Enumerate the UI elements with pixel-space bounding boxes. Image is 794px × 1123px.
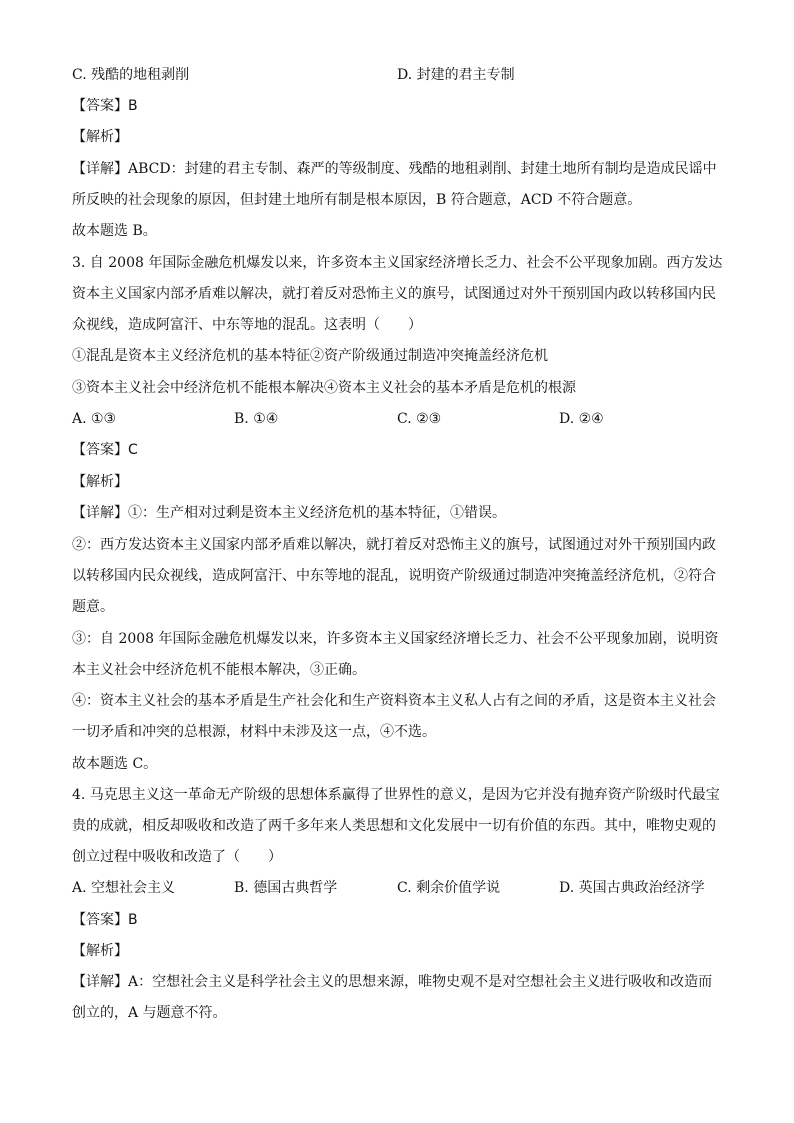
q3-detail-line: 本主义社会中经济危机不能根本解决，③正确。 (72, 662, 366, 678)
q4-detail-line: 【详解】A：空想社会主义是科学社会主义的思想来源，唯物史观不是对空想社会主义进行吸收和改造而 (72, 974, 713, 990)
q3-option-a: A. ①③ (72, 411, 117, 427)
q3-statements-line: ③资本主义社会中经济危机不能根本解决④资本主义社会的基本矛盾是危机的根源 (72, 380, 576, 396)
q3-answer: 【答案】C (72, 442, 138, 458)
q3-option-c: C. ②③ (397, 411, 442, 427)
q3-stem-line: 资本主义国家内部矛盾难以解决，就打着反对恐怖主义的旗号，试图通过对外干预别国内政以转移国内民 (72, 286, 716, 302)
q3-detail-line: ②：西方发达资本主义国家内部矛盾难以解决，就打着反对恐怖主义的旗号，试图通过对外干预别国内政 (72, 537, 716, 553)
q3-option-d: D. ②④ (559, 411, 604, 427)
q4-answer: 【答案】B (72, 912, 138, 928)
q4-stem-line: 创立过程中吸收和改造了（ ） (72, 849, 282, 865)
q4-analysis-heading: 【解析】 (72, 943, 128, 959)
q2-detail-line: 所反映的社会现象的原因，但封建土地所有制是根本原因，B 符合题意，ACD 不符合题意。 (72, 192, 642, 208)
q3-detail-line: 题意。 (72, 599, 114, 615)
q4-option-c: C. 剩余价值学说 (397, 880, 501, 896)
q4-option-a: A. 空想社会主义 (72, 880, 176, 896)
q2-analysis-heading: 【解析】 (72, 129, 128, 145)
q3-option-b: B. ①④ (234, 411, 279, 427)
q3-detail-line: 一切矛盾和冲突的总根源，材料中未涉及这一点，④不选。 (72, 724, 436, 740)
q2-option-c: C. 残酷的地租剥削 (72, 67, 190, 83)
q4-detail-line: 创立的，A 与题意不符。 (72, 1005, 227, 1021)
q3-stem-line: 3. 自 2008 年国际金融危机爆发以来，许多资本主义国家经济增长乏力、社会不公平现象加剧。西方发达 (72, 255, 723, 271)
q2-conclusion: 故本题选 B。 (72, 223, 157, 239)
q3-detail-line: 【详解】①：生产相对过剩是资本主义经济危机的基本特征，①错误。 (72, 505, 506, 521)
q3-conclusion: 故本题选 C。 (72, 756, 158, 772)
q2-detail-line: 【详解】ABCD：封建的君主专制、森严的等级制度、残酷的地租剥削、封建土地所有制均是造成民谣中 (72, 161, 717, 177)
q4-option-d: D. 英国古典政治经济学 (559, 880, 705, 896)
q4-option-b: B. 德国古典哲学 (234, 880, 338, 896)
q3-analysis-heading: 【解析】 (72, 474, 128, 490)
q4-stem-line: 贵的成就，相反却吸收和改造了两千多年来人类思想和文化发展中一切有价值的东西。其中，唯物史观的 (72, 818, 716, 834)
q2-option-d: D. 封建的君主专制 (397, 67, 515, 83)
q3-detail-line: ③：自 2008 年国际金融危机爆发以来，许多资本主义国家经济增长乏力、社会不公平现象加剧，说明资 (72, 631, 719, 647)
q4-stem-line: 4. 马克思主义这一革命无产阶级的思想体系赢得了世界性的意义，是因为它并没有抛弃资产阶级时代最宝 (72, 787, 720, 803)
q3-stem-line: 众视线，造成阿富汗、中东等地的混乱。这表明（ ） (72, 317, 422, 333)
q2-answer: 【答案】B (72, 98, 138, 114)
q3-detail-line: 以转移国内民众视线，造成阿富汗、中东等地的混乱，说明资产阶级通过制造冲突掩盖经济危机，②符合 (72, 568, 716, 584)
q3-statements-line: ①混乱是资本主义经济危机的基本特征②资产阶级通过制造冲突掩盖经济危机 (72, 348, 548, 364)
q3-detail-line: ④：资本主义社会的基本矛盾是生产社会化和生产资料资本主义私人占有之间的矛盾，这是资本主义社会 (72, 693, 716, 709)
